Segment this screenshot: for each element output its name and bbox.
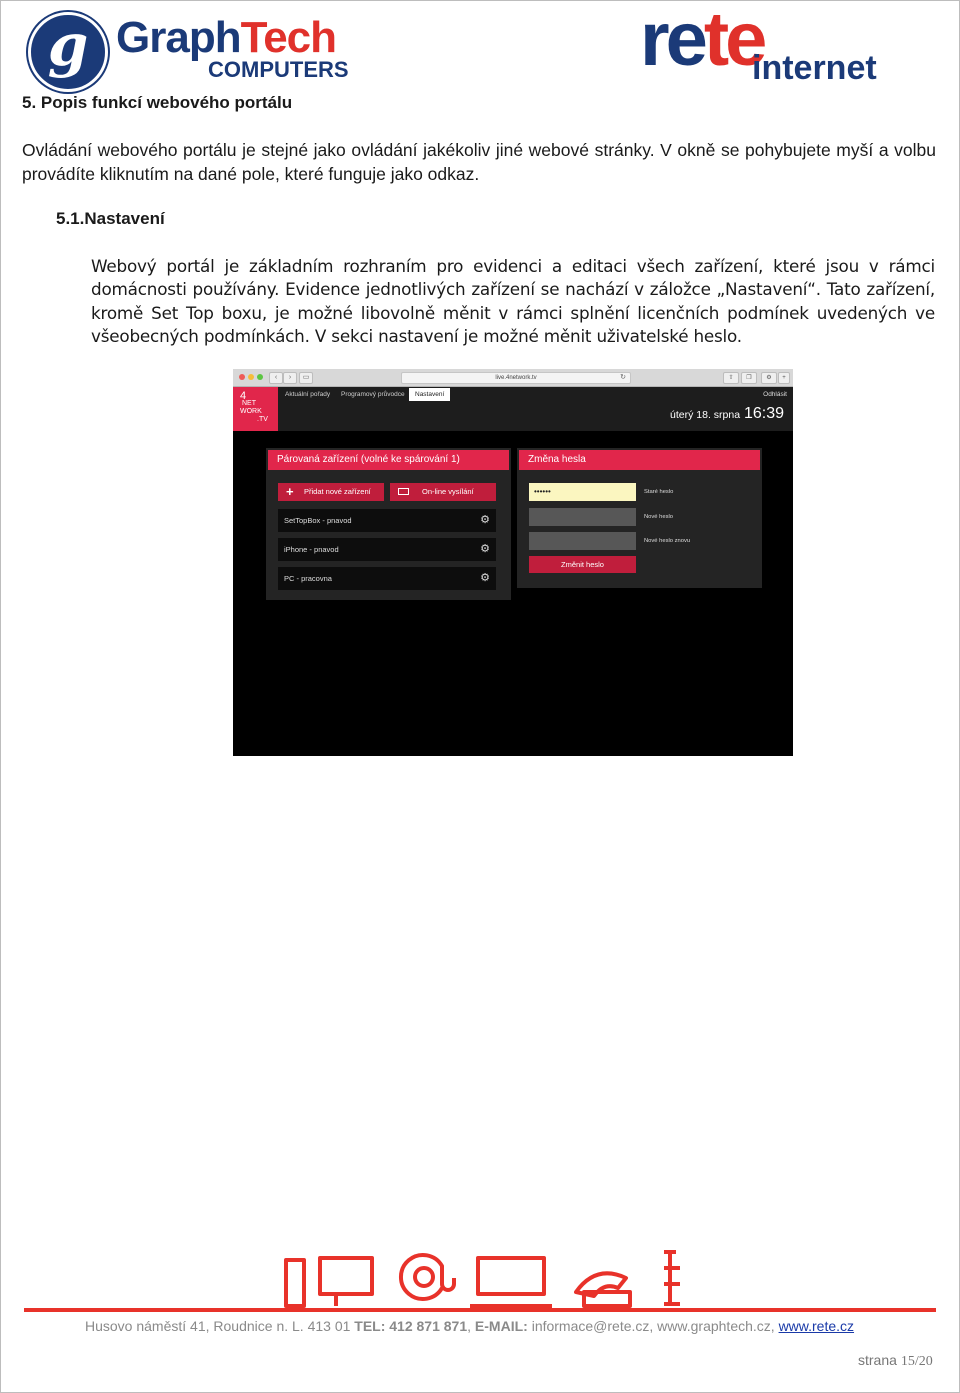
graphtech-logo-sub: COMPUTERS xyxy=(208,57,349,82)
tabs-icon: ❐ xyxy=(741,372,757,384)
settings-paragraph: Webový portál je základním rozhraním pro evidenci a editaci všech zařízení, které jsou v rámci domácnosti používány. Evidence jednotlivých zařízení se nachází v záložce „Nastavení“. Tato zařízení, kromě Set Top boxu, je možné libovolně měnit v rámci splnění licenčních podmínek uvedených ve všeobecných podmínkách. V sekci nastavení je možné měnit uživatelské heslo. xyxy=(91,256,935,346)
portal-header xyxy=(233,387,793,431)
4network-logo-work: WORK xyxy=(240,408,262,415)
4network-logo-4: 4 xyxy=(240,390,247,402)
page-count: 15/20 xyxy=(900,1354,933,1369)
graphtech-logo-mark xyxy=(28,12,108,92)
device-row xyxy=(278,538,496,561)
current-time: 16:39 xyxy=(744,405,785,422)
back-icon: ‹ xyxy=(269,372,283,384)
footer-tel: TEL: 412 871 871 xyxy=(354,1318,468,1334)
extension-icon: ⚙ xyxy=(761,372,777,384)
device-name: SetTopBox - pnavod xyxy=(284,516,352,525)
rete-logo-re: re xyxy=(640,0,704,82)
tab-settings: Nastavení xyxy=(409,388,450,401)
intro-paragraph: Ovládání webového portálu je stejné jako ovládání jakékoliv jiné webové stránky. V okně se pohybujete myší a volbu provádíte kliknutím na dané pole, které funguje jako odkaz. xyxy=(22,140,936,184)
tab-current-shows: Aktuální pořady xyxy=(285,391,331,398)
graphtech-logo-g: g xyxy=(47,11,89,79)
sidebar-icon: ▭ xyxy=(299,372,313,384)
new-tab-icon: + xyxy=(778,372,790,384)
footer-separator: , xyxy=(467,1318,475,1334)
rete-logo-te: te xyxy=(703,0,764,82)
plus-icon: + xyxy=(286,484,294,499)
rete-logo-wordmark xyxy=(640,0,763,80)
footer-contact-artwork xyxy=(24,1248,936,1314)
laptop-icon xyxy=(478,1258,544,1294)
4network-logo-tv: .TV xyxy=(257,416,268,423)
footer-contact xyxy=(85,1318,854,1334)
change-password-title: Změna hesla xyxy=(519,450,760,470)
portal-screenshot xyxy=(233,369,793,756)
phone-handset-icon xyxy=(286,1260,304,1306)
share-icon: ⇧ xyxy=(723,372,739,384)
zoom-window-dot xyxy=(257,374,263,380)
monitor-icon xyxy=(320,1258,372,1294)
tab-program-guide: Programový průvodce xyxy=(341,391,405,398)
rete-logo xyxy=(640,0,930,87)
device-row xyxy=(278,567,496,590)
footer-mail: informace@rete.cz, www.graphtech.cz, xyxy=(527,1318,779,1334)
browser-toolbar xyxy=(233,369,793,387)
address-bar xyxy=(401,372,631,384)
graphtech-logo xyxy=(28,12,348,90)
current-date: úterý 18. srpna xyxy=(670,409,741,421)
paired-devices-title: Párovaná zařízení (volné ke spárování 1) xyxy=(268,450,509,470)
page-number xyxy=(858,1352,933,1370)
footer-mail-label: E-MAIL: xyxy=(474,1318,528,1334)
reload-icon: ↻ xyxy=(620,374,626,381)
old-password-label: Staré heslo xyxy=(644,489,674,495)
new-password-label: Nové heslo xyxy=(644,514,674,520)
add-device-button xyxy=(278,483,384,501)
gear-icon: ⚙ xyxy=(480,514,490,526)
online-broadcast-label: On-line vysílání xyxy=(422,487,474,496)
4network-logo xyxy=(233,387,278,431)
minimize-window-dot xyxy=(248,374,254,380)
change-password-button: Změnit heslo xyxy=(529,556,636,573)
monitor-icon xyxy=(398,488,409,495)
device-row xyxy=(278,509,496,532)
paired-devices-panel xyxy=(266,448,511,600)
section-heading: 5. Popis funkcí webového portálu xyxy=(22,93,293,112)
add-device-label: Přidat nové zařízení xyxy=(304,487,371,496)
footer-rete-link[interactable]: www.rete.cz xyxy=(778,1318,855,1334)
online-broadcast-button xyxy=(390,483,496,501)
address-bar-url: live.4network.tv xyxy=(495,375,537,381)
change-password-panel xyxy=(517,448,762,588)
at-sign-center-icon xyxy=(415,1268,433,1286)
at-sign-icon xyxy=(401,1255,454,1299)
4network-logo-net: NET xyxy=(242,400,256,407)
cable-icon xyxy=(664,1252,680,1306)
device-name: iPhone - pnavod xyxy=(284,545,339,554)
close-window-dot xyxy=(239,374,245,380)
gear-icon: ⚙ xyxy=(480,572,490,584)
gear-icon: ⚙ xyxy=(480,543,490,555)
footer-address: Husovo náměstí 41, Roudnice n. L. 413 01 xyxy=(85,1318,355,1334)
old-password-input: •••••• xyxy=(529,483,636,501)
graphtech-logo-tech: Tech xyxy=(240,13,337,62)
logout-link: Odhlásit xyxy=(763,391,787,398)
repeat-password-label: Nové heslo znovu xyxy=(644,538,691,544)
device-name: PC - pracovna xyxy=(284,574,332,583)
new-password-input xyxy=(529,508,636,526)
repeat-password-input xyxy=(529,532,636,550)
rete-logo-internet: internet xyxy=(752,49,877,87)
graphtech-logo-graph: Graph xyxy=(116,13,241,62)
subsection-heading: 5.1.Nastavení xyxy=(56,209,165,228)
forward-icon: › xyxy=(283,372,297,384)
page-label: strana xyxy=(858,1352,901,1368)
